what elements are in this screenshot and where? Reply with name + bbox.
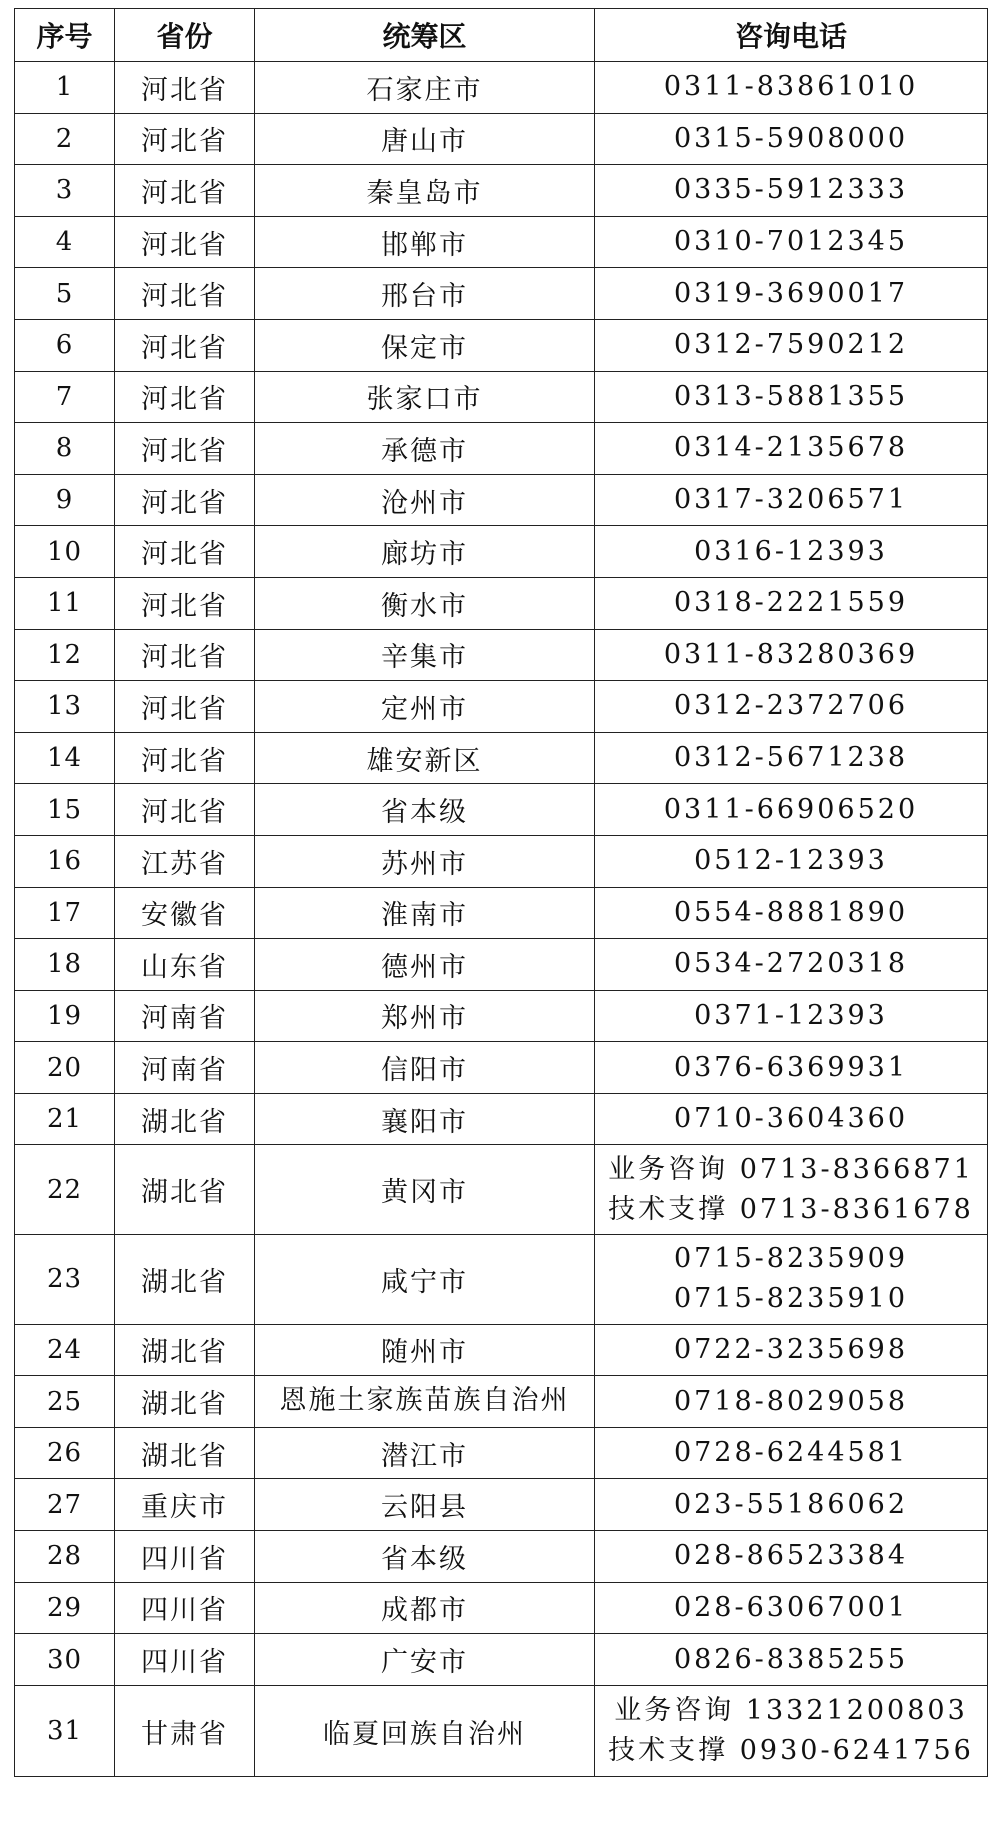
cell-phone — [595, 1093, 988, 1145]
cell-phone — [595, 526, 988, 578]
cell-district — [255, 1093, 595, 1145]
district-name: 郑州市 — [381, 1003, 468, 1035]
district-name: 秦皇岛市 — [366, 177, 483, 209]
table-row — [15, 629, 988, 681]
cell-phone — [595, 939, 988, 991]
phone-number: 0310-7012345 — [673, 226, 909, 258]
cell-phone — [595, 1582, 988, 1634]
phone-number: 0313-5881355 — [673, 380, 909, 412]
phone-number: 0318-2221559 — [673, 587, 909, 619]
table-row — [15, 1634, 988, 1686]
cell-serial-number: 13 — [15, 681, 115, 733]
cell-province: 河北省 — [115, 371, 255, 423]
district-name: 保定市 — [381, 332, 468, 364]
district-name: 德州市 — [381, 951, 468, 983]
district-name: 辛集市 — [381, 642, 468, 674]
cell-district — [255, 629, 595, 681]
district-name: 定州市 — [381, 693, 468, 725]
cell-province: 四川省 — [115, 1531, 255, 1583]
district-name: 沧州市 — [381, 487, 468, 519]
cell-phone — [595, 1685, 988, 1777]
district-name: 衡水市 — [381, 590, 468, 622]
cell-phone — [595, 423, 988, 475]
phone-number: 0311-83280369 — [663, 638, 919, 670]
table-row — [15, 216, 988, 268]
cell-district — [255, 1685, 595, 1777]
phone-number: 0710-3604360 — [673, 1103, 909, 1135]
cell-phone — [595, 1324, 988, 1376]
cell-phone — [595, 1479, 988, 1531]
cell-phone — [595, 371, 988, 423]
district-name: 恩施土家族苗族自治州 — [279, 1384, 570, 1416]
phone-number: 0319-3690017 — [673, 277, 909, 309]
cell-province: 河北省 — [115, 784, 255, 836]
cell-district — [255, 577, 595, 629]
phone-number: 0715-8235909 — [673, 1243, 909, 1275]
cell-phone — [595, 1235, 988, 1325]
cell-district — [255, 268, 595, 320]
cell-serial-number: 24 — [15, 1324, 115, 1376]
phone-number: 028-86523384 — [673, 1540, 909, 1572]
table-row — [15, 681, 988, 733]
phone-number: 0554-8881890 — [673, 896, 909, 928]
table-body — [15, 62, 988, 1777]
cell-district — [255, 216, 595, 268]
cell-serial-number: 20 — [15, 1042, 115, 1094]
cell-province: 河北省 — [115, 526, 255, 578]
cell-serial-number: 4 — [15, 216, 115, 268]
cell-serial-number: 29 — [15, 1582, 115, 1634]
cell-district — [255, 784, 595, 836]
phone-number: 0316-12393 — [694, 535, 888, 567]
phone-number: 技术支撑 0930-6241756 — [608, 1735, 974, 1767]
cell-province: 重庆市 — [115, 1479, 255, 1531]
phone-number: 0311-83861010 — [663, 71, 919, 103]
cell-province: 湖北省 — [115, 1145, 255, 1235]
cell-district — [255, 423, 595, 475]
cell-province: 甘肃省 — [115, 1685, 255, 1777]
cell-province: 湖北省 — [115, 1235, 255, 1325]
cell-district — [255, 526, 595, 578]
cell-province: 湖北省 — [115, 1324, 255, 1376]
district-name: 张家口市 — [366, 384, 483, 416]
cell-district — [255, 681, 595, 733]
cell-district — [255, 939, 595, 991]
cell-province: 河北省 — [115, 216, 255, 268]
cell-district — [255, 1235, 595, 1325]
cell-district — [255, 1376, 595, 1428]
cell-phone — [595, 835, 988, 887]
cell-serial-number: 2 — [15, 113, 115, 165]
cell-province: 河北省 — [115, 113, 255, 165]
district-name: 潜江市 — [381, 1440, 468, 1472]
cell-province: 河北省 — [115, 62, 255, 114]
phone-number: 0312-2372706 — [673, 690, 909, 722]
district-name: 省本级 — [381, 1543, 468, 1575]
table-row — [15, 1479, 988, 1531]
cell-province: 四川省 — [115, 1634, 255, 1686]
cell-phone — [595, 165, 988, 217]
cell-serial-number: 26 — [15, 1427, 115, 1479]
cell-serial-number: 23 — [15, 1235, 115, 1325]
cell-serial-number: 14 — [15, 732, 115, 784]
table-row — [15, 1531, 988, 1583]
table-row — [15, 784, 988, 836]
cell-province: 湖北省 — [115, 1376, 255, 1428]
district-name: 邯郸市 — [381, 229, 468, 261]
table-header-row — [15, 9, 988, 62]
phone-number: 0376-6369931 — [673, 1051, 909, 1083]
table-row — [15, 423, 988, 475]
cell-district — [255, 1582, 595, 1634]
cell-district — [255, 1145, 595, 1235]
cell-district — [255, 1324, 595, 1376]
cell-phone — [595, 1531, 988, 1583]
district-name: 淮南市 — [381, 900, 468, 932]
district-name: 广安市 — [381, 1647, 468, 1679]
table-row — [15, 887, 988, 939]
district-name: 唐山市 — [381, 126, 468, 158]
table-row — [15, 990, 988, 1042]
consultation-phone-table — [14, 8, 988, 1777]
cell-province: 四川省 — [115, 1582, 255, 1634]
cell-province: 河南省 — [115, 990, 255, 1042]
cell-district — [255, 62, 595, 114]
phone-number: 0312-7590212 — [673, 329, 909, 361]
table-row — [15, 939, 988, 991]
cell-district — [255, 1531, 595, 1583]
table-row — [15, 732, 988, 784]
cell-phone — [595, 268, 988, 320]
phone-number: 0722-3235698 — [673, 1333, 909, 1365]
cell-serial-number: 15 — [15, 784, 115, 836]
district-name: 苏州市 — [381, 848, 468, 880]
cell-serial-number: 6 — [15, 319, 115, 371]
table-row — [15, 1235, 988, 1325]
cell-district — [255, 887, 595, 939]
table-row — [15, 113, 988, 165]
cell-phone — [595, 1634, 988, 1686]
cell-province: 河北省 — [115, 474, 255, 526]
table-row — [15, 165, 988, 217]
cell-phone — [595, 732, 988, 784]
table-row — [15, 1145, 988, 1235]
cell-province: 河北省 — [115, 629, 255, 681]
cell-district — [255, 732, 595, 784]
cell-phone — [595, 113, 988, 165]
cell-province: 安徽省 — [115, 887, 255, 939]
cell-phone — [595, 1376, 988, 1428]
cell-district — [255, 165, 595, 217]
cell-serial-number: 10 — [15, 526, 115, 578]
cell-district — [255, 371, 595, 423]
table-row — [15, 835, 988, 887]
cell-serial-number: 8 — [15, 423, 115, 475]
cell-province: 河北省 — [115, 732, 255, 784]
district-name: 雄安新区 — [366, 745, 483, 777]
table-row — [15, 526, 988, 578]
cell-district — [255, 990, 595, 1042]
cell-serial-number: 22 — [15, 1145, 115, 1235]
cell-district — [255, 1042, 595, 1094]
cell-province: 河北省 — [115, 577, 255, 629]
district-name: 临夏回族自治州 — [323, 1718, 526, 1750]
cell-serial-number: 12 — [15, 629, 115, 681]
cell-district — [255, 474, 595, 526]
cell-phone — [595, 474, 988, 526]
district-name: 石家庄市 — [366, 74, 483, 106]
cell-serial-number: 7 — [15, 371, 115, 423]
cell-serial-number: 16 — [15, 835, 115, 887]
cell-phone — [595, 216, 988, 268]
phone-number: 0314-2135678 — [673, 432, 909, 464]
cell-serial-number: 31 — [15, 1685, 115, 1777]
cell-phone — [595, 887, 988, 939]
district-name: 襄阳市 — [381, 1106, 468, 1138]
cell-province: 山东省 — [115, 939, 255, 991]
cell-phone — [595, 784, 988, 836]
header-phone: 咨询电话 — [595, 9, 988, 62]
district-name: 成都市 — [381, 1595, 468, 1627]
cell-serial-number: 9 — [15, 474, 115, 526]
cell-serial-number: 1 — [15, 62, 115, 114]
phone-number: 0311-66906520 — [663, 793, 919, 825]
table-row — [15, 1685, 988, 1777]
district-name: 黄冈市 — [381, 1177, 468, 1209]
header-district: 统筹区 — [255, 9, 595, 62]
cell-province: 江苏省 — [115, 835, 255, 887]
cell-phone — [595, 577, 988, 629]
district-name: 承德市 — [381, 435, 468, 467]
cell-province: 湖北省 — [115, 1427, 255, 1479]
phone-number: 0371-12393 — [694, 999, 888, 1031]
cell-phone — [595, 319, 988, 371]
table-row — [15, 577, 988, 629]
district-name: 信阳市 — [381, 1055, 468, 1087]
cell-serial-number: 3 — [15, 165, 115, 217]
cell-district — [255, 1634, 595, 1686]
table-row — [15, 371, 988, 423]
cell-province: 河南省 — [115, 1042, 255, 1094]
district-name: 云阳县 — [381, 1492, 468, 1524]
table-row — [15, 1093, 988, 1145]
cell-province: 河北省 — [115, 165, 255, 217]
phone-number: 0335-5912333 — [673, 174, 909, 206]
cell-serial-number: 25 — [15, 1376, 115, 1428]
cell-province: 河北省 — [115, 423, 255, 475]
cell-serial-number: 30 — [15, 1634, 115, 1686]
cell-province: 河北省 — [115, 319, 255, 371]
cell-phone — [595, 1042, 988, 1094]
cell-serial-number: 5 — [15, 268, 115, 320]
phone-number: 0715-8235910 — [673, 1283, 909, 1315]
phone-number: 0315-5908000 — [673, 122, 909, 154]
phone-number: 023-55186062 — [673, 1488, 909, 1520]
district-name: 咸宁市 — [381, 1266, 468, 1298]
cell-district — [255, 1427, 595, 1479]
cell-serial-number: 27 — [15, 1479, 115, 1531]
phone-number: 0317-3206571 — [673, 484, 909, 516]
cell-phone — [595, 62, 988, 114]
cell-district — [255, 835, 595, 887]
phone-number: 业务咨询 0713-8366871 — [608, 1153, 974, 1185]
cell-serial-number: 17 — [15, 887, 115, 939]
cell-phone — [595, 990, 988, 1042]
table-row — [15, 1042, 988, 1094]
cell-serial-number: 21 — [15, 1093, 115, 1145]
cell-phone — [595, 681, 988, 733]
cell-district — [255, 319, 595, 371]
district-name: 随州市 — [381, 1337, 468, 1369]
phone-number: 028-63067001 — [673, 1591, 909, 1623]
table-row — [15, 1324, 988, 1376]
table-row — [15, 1582, 988, 1634]
phone-number: 技术支撑 0713-8361678 — [608, 1193, 974, 1225]
phone-number: 业务咨询 13321200803 — [614, 1695, 968, 1727]
table-row — [15, 1376, 988, 1428]
cell-serial-number: 18 — [15, 939, 115, 991]
phone-number: 0728-6244581 — [673, 1437, 909, 1469]
cell-phone — [595, 1145, 988, 1235]
cell-province: 河北省 — [115, 681, 255, 733]
header-serial-number: 序号 — [15, 9, 115, 62]
consultation-phone-table-container — [14, 8, 987, 1777]
cell-province: 河北省 — [115, 268, 255, 320]
cell-serial-number: 19 — [15, 990, 115, 1042]
table-row — [15, 62, 988, 114]
cell-district — [255, 113, 595, 165]
cell-district — [255, 1479, 595, 1531]
table-row — [15, 319, 988, 371]
table-row — [15, 1427, 988, 1479]
cell-province: 湖北省 — [115, 1093, 255, 1145]
cell-phone — [595, 629, 988, 681]
phone-number: 0534-2720318 — [673, 948, 909, 980]
header-province: 省份 — [115, 9, 255, 62]
table-row — [15, 474, 988, 526]
cell-serial-number: 11 — [15, 577, 115, 629]
district-name: 省本级 — [381, 797, 468, 829]
phone-number: 0512-12393 — [694, 845, 888, 877]
district-name: 邢台市 — [381, 281, 468, 313]
cell-serial-number: 28 — [15, 1531, 115, 1583]
phone-number: 0718-8029058 — [673, 1385, 909, 1417]
district-name: 廊坊市 — [381, 539, 468, 571]
cell-phone — [595, 1427, 988, 1479]
phone-number: 0826-8385255 — [673, 1643, 909, 1675]
table-row — [15, 268, 988, 320]
phone-number: 0312-5671238 — [673, 742, 909, 774]
